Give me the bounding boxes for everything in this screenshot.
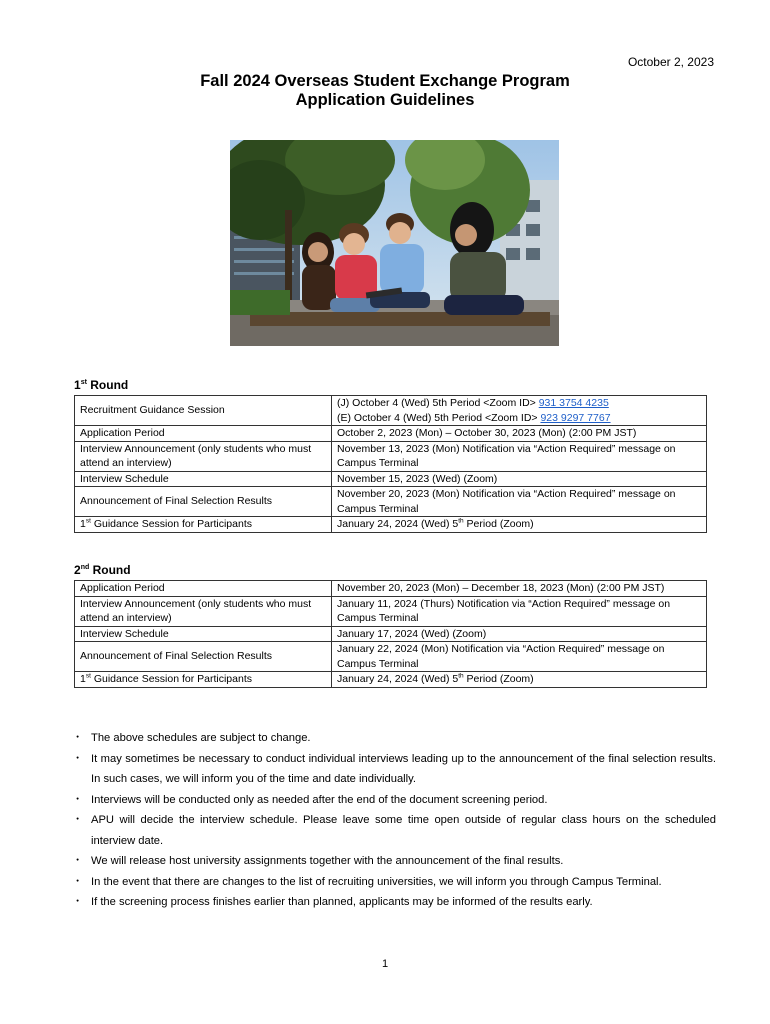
row-label: Interview Schedule: [75, 471, 332, 487]
round-2-schedule-table: [74, 580, 707, 688]
row-value: October 2, 2023 (Mon) – October 30, 2023 (Mon) (2:00 PM JST): [332, 426, 707, 442]
row-value: [332, 672, 707, 688]
row-label: Application Period: [75, 426, 332, 442]
round-1-schedule-table: [74, 395, 707, 533]
document-title: [0, 72, 770, 110]
value-date: January 24, 2024 (Wed) 5: [337, 518, 459, 530]
label-number: 1: [80, 673, 86, 685]
table-row: [75, 642, 707, 672]
table-row: [75, 471, 707, 487]
round-1-heading-text: Round: [86, 378, 129, 392]
bullet-icon: ・: [72, 814, 84, 826]
row-label: [75, 517, 332, 533]
row-value: [332, 517, 707, 533]
row-value: November 20, 2023 (Mon) – December 18, 2023 (Mon) (2:00 PM JST): [332, 581, 707, 597]
notes-list: [72, 728, 716, 913]
row-value: January 11, 2024 (Thurs) Notification via “Action Required” message on Campus Terminal: [332, 596, 707, 626]
bullet-icon: ・: [72, 732, 84, 744]
round-2-heading-suffix: nd: [80, 564, 90, 571]
row-label: Announcement of Final Selection Results: [75, 487, 332, 517]
bullet-icon: ・: [72, 855, 84, 867]
students-photo: [230, 140, 559, 346]
table-row: [75, 517, 707, 533]
row-label: [75, 672, 332, 688]
table-row: [75, 426, 707, 442]
label-number: 1: [80, 518, 86, 530]
list-item: [72, 790, 716, 811]
label-ordinal-suffix: st: [85, 672, 91, 680]
round-2-heading: [74, 563, 131, 577]
table-row: [75, 396, 707, 426]
list-item: [72, 872, 716, 893]
note-text: The above schedules are subject to change.: [91, 732, 311, 744]
row-label: Application Period: [75, 581, 332, 597]
table-row: [75, 441, 707, 471]
table-row: [75, 487, 707, 517]
title-line-1: Fall 2024 Overseas Student Exchange Program: [200, 72, 570, 90]
note-text: It may sometimes be necessary to conduct individual interviews leading up to the announcement of the final selection results. In such cases, we will inform you of the time and date individually.: [91, 752, 716, 785]
row-value: January 22, 2024 (Mon) Notification via “Action Required” message on Campus Terminal: [332, 642, 707, 672]
row-label: Announcement of Final Selection Results: [75, 642, 332, 672]
row-value: November 15, 2023 (Wed) (Zoom): [332, 471, 707, 487]
row-label: Interview Announcement (only students who must attend an interview): [75, 441, 332, 471]
row-value: [332, 396, 707, 426]
value-ordinal-suffix: th: [458, 517, 464, 525]
bullet-icon: ・: [72, 793, 84, 806]
value-text: Period (Zoom): [463, 673, 534, 685]
row-value: January 17, 2024 (Wed) (Zoom): [332, 626, 707, 642]
list-item: [72, 749, 716, 790]
round-1-heading: [74, 378, 128, 392]
zoom-id-link-japanese[interactable]: 931 3754 4235: [538, 397, 609, 409]
bullet-icon: ・: [72, 875, 84, 888]
row-label: Recruitment Guidance Session: [75, 396, 332, 426]
note-text: We will release host university assignments together with the announcement of the final results.: [91, 855, 564, 867]
zoom-id-link-english[interactable]: 923 9297 7767: [540, 411, 611, 424]
note-text: Interviews will be conducted only as needed after the end of the document screening period.: [91, 793, 548, 806]
list-item: [72, 892, 716, 913]
guidance-english-text: (E) October 4 (Wed) 5th Period <Zoom ID>: [337, 411, 541, 424]
round-1-heading-number: 1: [74, 378, 81, 392]
note-text: In the event that there are changes to the list of recruiting universities, we will inform you through Campus Terminal.: [91, 875, 662, 888]
list-item: [72, 728, 716, 749]
round-1-heading-suffix: st: [80, 379, 87, 386]
label-text: Guidance Session for Participants: [90, 673, 252, 685]
guidance-japanese-text: (J) October 4 (Wed) 5th Period <Zoom ID>: [337, 397, 539, 409]
table-row: [75, 626, 707, 642]
document-date: October 2, 2023: [627, 55, 714, 69]
row-label: Interview Schedule: [75, 626, 332, 642]
value-text: Period (Zoom): [463, 518, 534, 530]
list-item: [72, 851, 716, 872]
note-text: If the screening process finishes earlier than planned, applicants may be informed of the results early.: [91, 896, 593, 908]
list-item: [72, 810, 716, 851]
table-row: [75, 596, 707, 626]
value-ordinal-suffix: th: [458, 672, 464, 680]
value-date: January 24, 2024 (Wed) 5: [337, 673, 459, 685]
round-2-heading-text: Round: [89, 563, 131, 577]
label-text: Guidance Session for Participants: [90, 518, 252, 530]
page-number: 1: [381, 958, 389, 970]
bullet-icon: ・: [72, 752, 84, 765]
row-label: Interview Announcement (only students who must attend an interview): [75, 596, 332, 626]
bullet-icon: ・: [72, 896, 84, 908]
table-row: [75, 672, 707, 688]
table-row: [75, 581, 707, 597]
round-2-heading-number: 2: [74, 563, 81, 577]
row-value: November 20, 2023 (Mon) Notification via “Action Required” message on Campus Terminal: [332, 487, 707, 517]
title-line-2: Application Guidelines: [295, 91, 475, 109]
note-text: APU will decide the interview schedule. Please leave some time open outside of regular class hours on the scheduled interview date.: [91, 814, 716, 847]
label-ordinal-suffix: st: [85, 517, 91, 525]
row-value: November 13, 2023 (Mon) Notification via “Action Required” message on Campus Terminal: [332, 441, 707, 471]
